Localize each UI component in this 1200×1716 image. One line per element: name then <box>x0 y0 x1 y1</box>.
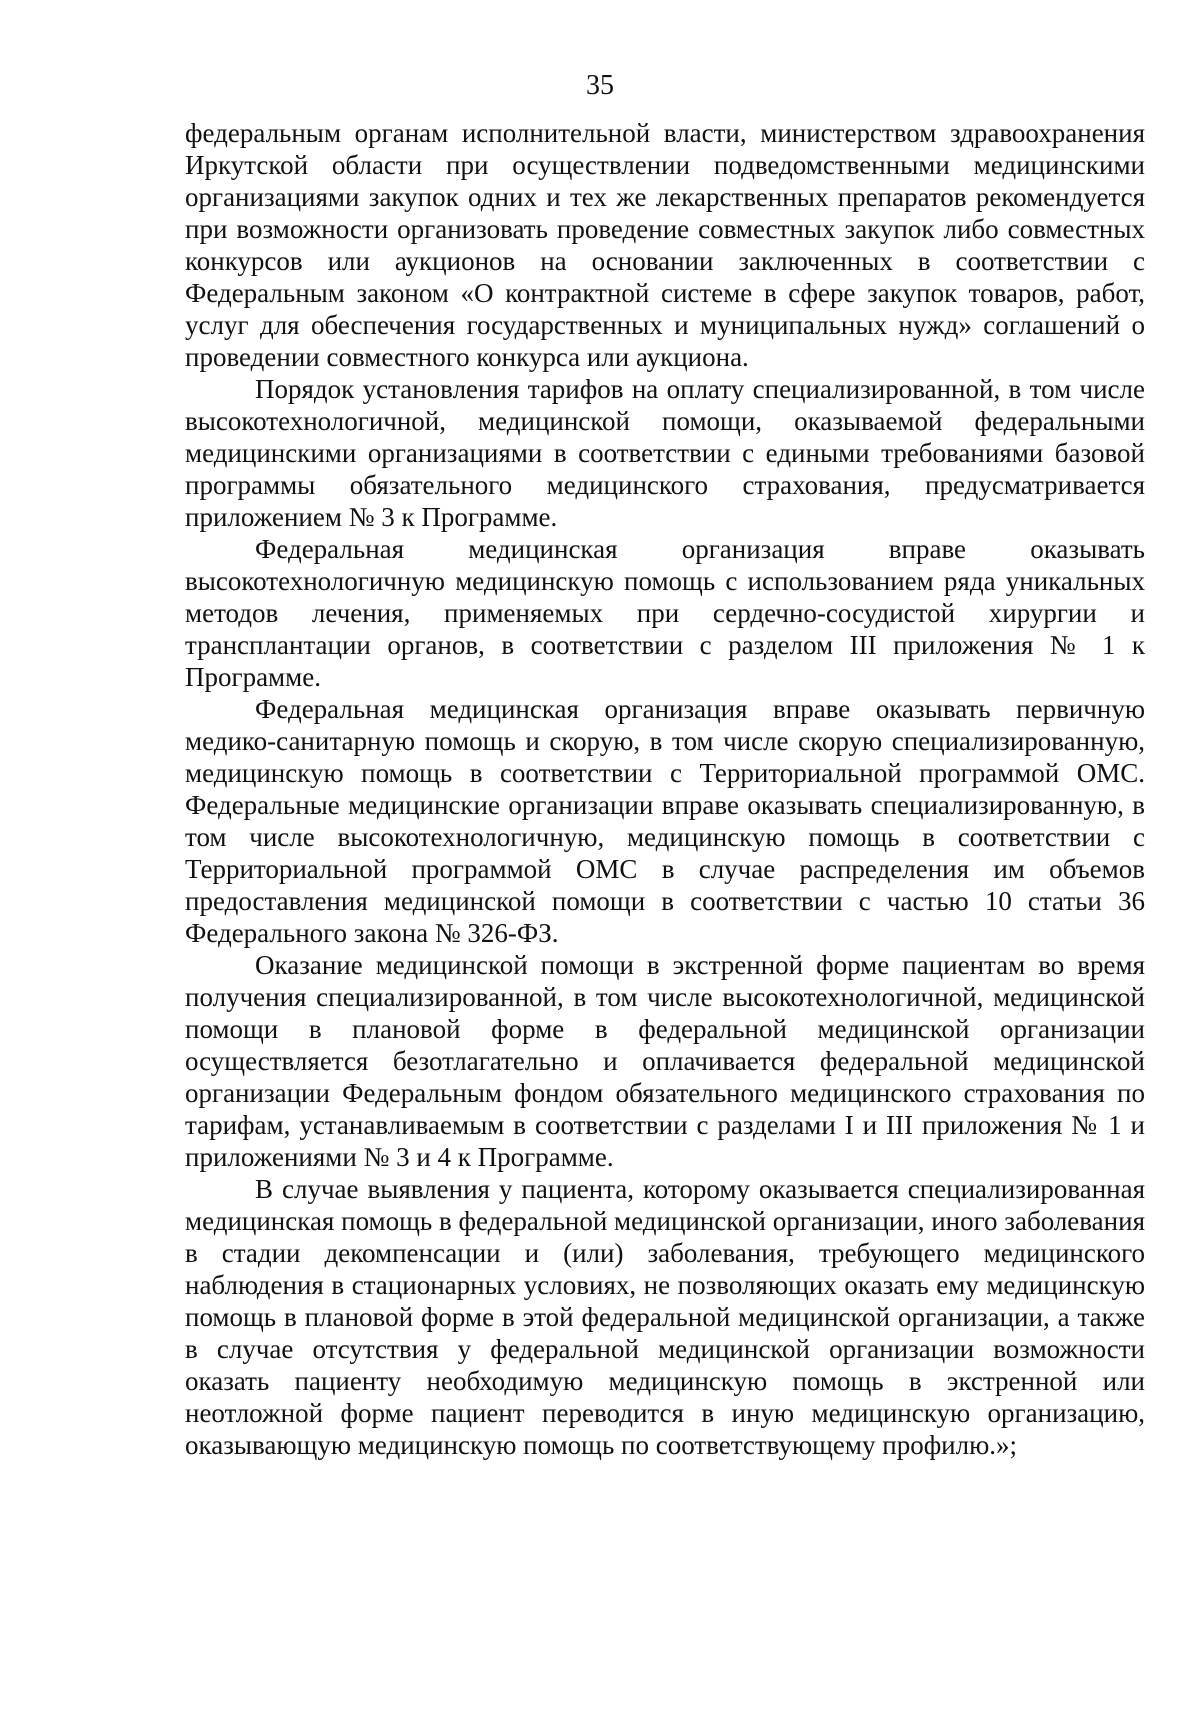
paragraph-high-tech-care: Федеральная медицинская организация вправе оказывать высокотехнологичную медицинскую помощь с использованием ряда уникальных методов лечения, применяемых при сердечно-сосудистой хирургии и трансплантации органов, в соответствии с разделом III приложения № 1 к Программе. <box>185 534 1145 692</box>
paragraph-patient-transfer: В случае выявления у пациента, которому оказывается специализированная медицинская помощь в федеральной медицинской организации, иного заболевания в стадии декомпенсации и (или) заболевания, требующего медицинского наблюдения в стационарных условиях, не позволяющих оказать ему медицинскую помощь в плановой форме в этой федеральной медицинской организации, а также в случае отсутствия у федеральной медицинской организации возможности оказать пациенту необходимую медицинскую помощь в экстренной или неотложной форме пациент переводится в иную медицинскую организацию, оказывающую медицинскую помощь по соответствующему профилю.»; <box>185 1174 1145 1460</box>
paragraph-continuation: федеральным органам исполнительной власти, министерством здравоохранения Иркутской области при осуществлении подведомственными медицинскими организациями закупок одних и тех же лекарственных препаратов рекомендуется при возможности организовать проведение совместных закупок либо совместных конкурсов или аукционов на основании заключенных в соответствии с Федеральным законом «О контрактной системе в сфере закупок товаров, работ, услуг для обеспечения государственных и муниципальных нужд» соглашений о проведении совместного конкурса или аукциона. <box>185 118 1145 372</box>
paragraph-emergency-care: Оказание медицинской помощи в экстренной форме пациентам во время получения специализированной, в том числе высокотехнологичной, медицинской помощи в плановой форме в федеральной медицинской организации осуществляется безотлагательно и оплачивается федеральной медицинской организации Федеральным фондом обязательного медицинского страхования по тарифам, устанавливаемым в соответствии с разделами I и III приложения № 1 и приложениями № 3 и 4 к Программе. <box>185 950 1145 1172</box>
paragraph-tariff-order: Порядок установления тарифов на оплату специализированной, в том числе высокотехнологичной, медицинской помощи, оказываемой федеральными медицинскими организациями в соответствии с едиными требованиями базовой программы обязательного медицинского страхования, предусматривается приложением № 3 к Программе. <box>185 374 1145 532</box>
page-number: 35 <box>586 70 614 101</box>
document-body <box>185 117 1145 1461</box>
paragraph-primary-care: Федеральная медицинская организация вправе оказывать первичную медико-санитарную помощь и скорую, в том числе скорую специализированную, медицинскую помощь в соответствии с Территориальной программой ОМС. Федеральные медицинские организации вправе оказывать специализированную, в том числе высокотехнологичную, медицинскую помощь в соответствии с Территориальной программой ОМС в случае распределения им объемов предоставления медицинской помощи в соответствии с частью 10 статьи 36 Федерального закона № 326-ФЗ. <box>185 694 1145 948</box>
